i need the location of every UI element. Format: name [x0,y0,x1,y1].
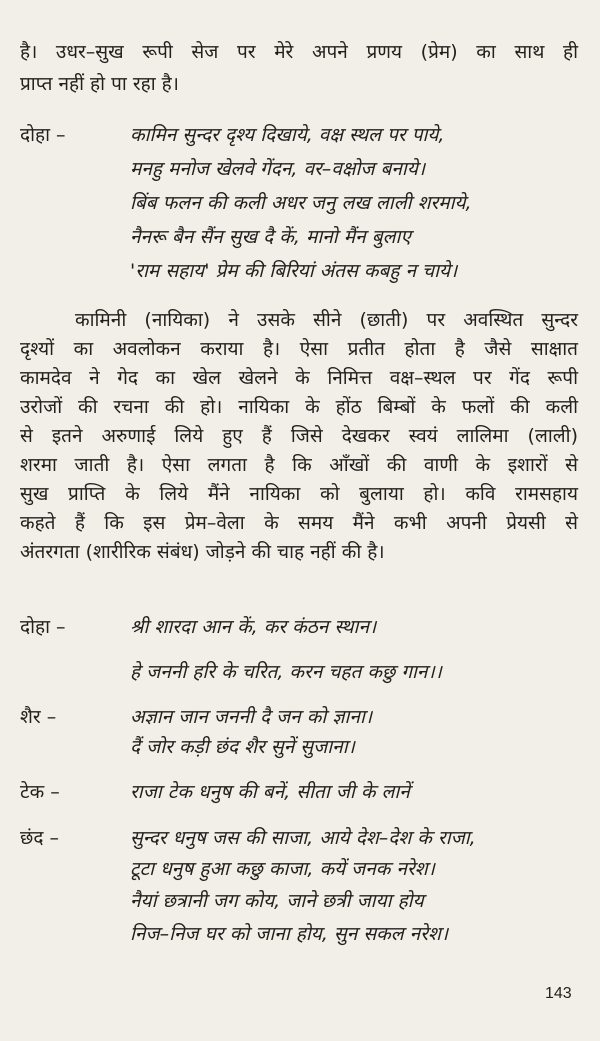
verse-line: नैयां छत्रानी जग कोय, जाने छत्री जाया होय [130,890,424,912]
intro-line: है। उधर–सुख रूपी सेज पर मेरे अपने प्रणय (प्रेम) का साथ ही [20,41,578,63]
verse-label-chhand: छंद – [20,827,59,849]
page-number: 143 [545,985,572,1002]
verse-line: दैं जोर कड़ी छंद शैर सुनें सुजाना। [130,736,355,758]
paragraph-line: दृश्यों का अवलोकन कराया है। ऐसा प्रतीत होता है जैसे साक्षात [20,338,578,360]
verse-line: कामिन सुन्दर दृश्य दिखाये, वक्ष स्थल पर पाये, [130,124,445,146]
verse-line: निज–निज घर को जाना होय, सुन सकल नरेश। [130,923,449,945]
verse-line: राजा टेक धनुष की बनें, सीता जी के लानें [130,781,410,803]
intro-line: प्राप्त नहीं हो पा रहा है। [20,73,179,95]
verse-line: हे जननी हरि के चरित, करन चहत कछु गान।। [130,661,442,683]
verse-label-doha: दोहा – [20,124,66,146]
verse-line: अज्ञान जान जननी दै जन को ज्ञाना। [130,706,373,728]
paragraph-line: से इतने अरुणाई लिये हुए हैं जिसे देखकर स्वयं लालिमा (लाली) [20,425,578,447]
verse-line: टूटा धनुष हुआ कछु काजा, कयें जनक नरेश। [130,858,435,880]
verse-line: श्री शारदा आन कें, कर कंठन स्थान। [130,616,377,638]
verse-line: मनहु मनोज खेलवे गेंदन, वर–वक्षोज बनाये। [130,158,426,180]
paragraph-line: कामदेव ने गेद का खेल खेलने के निमित्त वक्ष–स्थल पर गेंद रूपी [20,367,578,389]
paragraph-line: अंतरगता (शारीरिक संबंध) जोड़ने की चाह नहीं की है। [20,541,385,563]
paragraph-line: उरोजों की रचना की हो। नायिका के होंठ बिम्बों के फलों की कली [20,396,578,418]
verse-label-doha: दोहा – [20,616,66,638]
verse-line: सुन्दर धनुष जस की साजा, आये देश–देश के राजा, [130,827,476,849]
paragraph-line: शरमा जाती है। ऐसा लगता है कि आँखों की वाणी के इशारों से [20,454,578,476]
verse-label-sher: शैर – [20,706,57,728]
verse-line: नैनरू बैन सैंन सुख दै कें, मानो मैंन बुलाए [130,226,411,248]
verse-line: 'राम सहाय' प्रेम की बिरियां अंतस कबहु न चाये। [130,260,458,282]
paragraph-line: कामिनी (नायिका) ने उसके सीने (छाती) पर अवस्थित सुन्दर [75,309,578,331]
paragraph-line: सुख प्राप्ति के लिये मैंने नायिका को बुलाया हो। कवि रामसहाय [20,483,578,505]
verse-line: बिंब फलन की कली अधर जनु लख लाली शरमाये, [130,192,472,214]
paragraph-line: कहते हैं कि इस प्रेम–वेला के समय मैंने कभी अपनी प्रेयसी से [20,512,578,534]
verse-label-tek: टेक – [20,781,60,803]
